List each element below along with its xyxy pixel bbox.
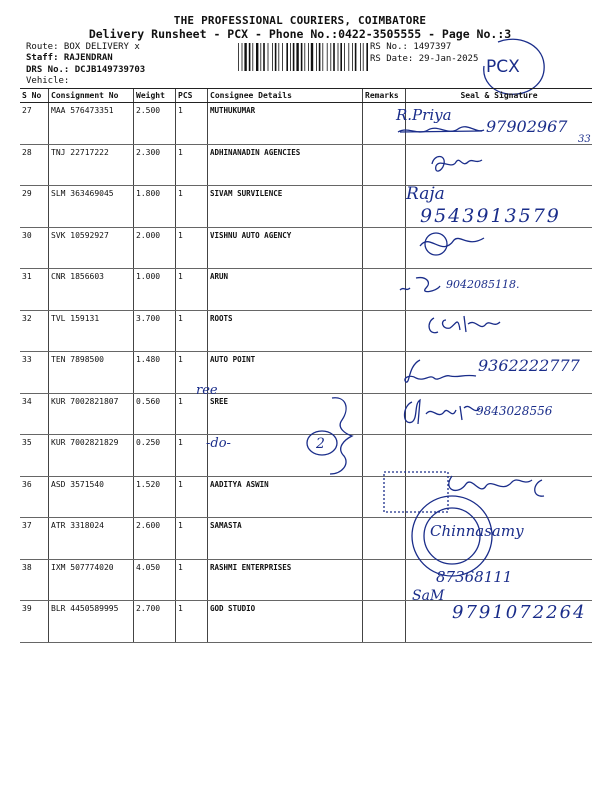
cell-consignee: RASHMI ENTERPRISES (208, 559, 363, 601)
cell-sno: 35 (20, 435, 49, 477)
hw-r34-phone: 9843028556 (476, 404, 553, 418)
cell-sno: 36 (20, 476, 49, 518)
cell-pcs: 1 (176, 186, 208, 228)
cell-consignment: SLM 363469045 (49, 186, 134, 228)
cell-remarks (363, 227, 406, 269)
cell-pcs: 1 (176, 103, 208, 145)
cell-consignment: TEN 7898500 (49, 352, 134, 394)
runsheet-title: Delivery Runsheet - PCX - Phone No.:0422-3505555 - Page No.:3 (88, 27, 512, 41)
cell-consignee: MUTHUKUMAR (208, 103, 363, 145)
vehicle-label: Vehicle: (26, 76, 70, 86)
hw-r27-scribble (396, 124, 486, 138)
hw-r32-signature (424, 310, 504, 340)
cell-consignee: SAMASTA (208, 518, 363, 560)
col-weight: Weight (134, 89, 176, 103)
company-name: THE PROFESSIONAL COURIERS, COIMBATORE (173, 14, 427, 27)
cell-sno: 27 (20, 103, 49, 145)
col-sno: S No (20, 89, 49, 103)
cell-weight: 1.000 (134, 269, 176, 311)
cell-weight: 2.000 (134, 227, 176, 269)
svg-text:2: 2 (316, 436, 325, 452)
hw-r29-phone: 9543913579 (420, 205, 561, 227)
hw-r27-phone-cont: 33 (578, 134, 591, 145)
hw-r38-phone: 87368111 (436, 568, 513, 586)
cell-pcs: 1 (176, 352, 208, 394)
table-row (20, 310, 592, 352)
col-signature: Seal & Signature (406, 89, 593, 103)
cell-remarks (363, 186, 406, 228)
hw-r27-phone: 97902967 (486, 117, 568, 136)
cell-consignment: IXM 507774020 (49, 559, 134, 601)
cell-sno: 34 (20, 393, 49, 435)
hw-r35-circle (304, 428, 340, 458)
cell-sno: 31 (20, 269, 49, 311)
cell-pcs: 1 (176, 601, 208, 643)
hw-r31-signature (396, 272, 446, 298)
pcx-stamp-text: PCX (486, 57, 520, 77)
cell-pcs: 1 (176, 310, 208, 352)
cell-remarks (363, 601, 406, 643)
cell-weight: 2.500 (134, 103, 176, 145)
hw-r35-ditto: -do- (206, 436, 231, 451)
cell-consignment: KUR 7002821829 (49, 435, 134, 477)
hw-r29-name: Raja (406, 184, 445, 204)
cell-pcs: 1 (176, 518, 208, 560)
cell-consignee: SREE (208, 393, 363, 435)
cell-consignment: ASD 3571540 (49, 476, 134, 518)
cell-consignee: AADITYA ASWIN (208, 476, 363, 518)
cell-sno: 32 (20, 310, 49, 352)
cell-consignment: KUR 7002821807 (49, 393, 134, 435)
cell-consignment: CNR 1856603 (49, 269, 134, 311)
rs-date: RS Date: 29-Jan-2025 (370, 54, 479, 64)
hw-r37-name: Chinnasamy (430, 522, 524, 540)
hw-r27-name: R.Priya (396, 106, 452, 124)
hw-r39-name: SaM (412, 588, 445, 604)
cell-sno: 29 (20, 186, 49, 228)
hw-r39-phone: 9791072264 (452, 602, 587, 623)
hw-r30-seal-signature (414, 228, 488, 262)
hw-r28-signature (426, 150, 486, 178)
cell-weight: 3.700 (134, 310, 176, 352)
cell-pcs: 1 (176, 393, 208, 435)
cell-consignee: SIVAM SURVILENCE (208, 186, 363, 228)
cell-weight: 2.600 (134, 518, 176, 560)
cell-consignment: SVK 10592927 (49, 227, 134, 269)
cell-consignment: BLR 4450589995 (49, 601, 134, 643)
cell-pcs: 1 (176, 227, 208, 269)
hw-r33-phone: 9362222777 (478, 356, 580, 375)
cell-sno: 38 (20, 559, 49, 601)
cell-weight: 1.800 (134, 186, 176, 228)
cell-consignment: TVL 159131 (49, 310, 134, 352)
hw-r34-sree: ree (196, 383, 218, 398)
cell-consignee: ROOTS (208, 310, 363, 352)
cell-consignee: ADHINANADIN AGENCIES (208, 144, 363, 186)
cell-weight: 1.520 (134, 476, 176, 518)
cell-weight: 2.700 (134, 601, 176, 643)
cell-consignment: MAA 576473351 (49, 103, 134, 145)
col-consignee: Consignee Details (208, 89, 363, 103)
cell-pcs: 1 (176, 144, 208, 186)
cell-remarks (363, 310, 406, 352)
cell-consignment: ATR 3318024 (49, 518, 134, 560)
cell-sno: 28 (20, 144, 49, 186)
hw-r34-signature (398, 394, 482, 430)
table-row (20, 227, 592, 269)
cell-remarks (363, 144, 406, 186)
route-label: Route: BOX DELIVERY x (26, 42, 140, 52)
drs-number: DRS No.: DCJB149739703 (26, 65, 146, 75)
cell-weight: 0.560 (134, 393, 176, 435)
hw-r33-signature (400, 356, 480, 390)
table-row (20, 144, 592, 186)
cell-consignment: TNJ 22717222 (49, 144, 134, 186)
cell-sno: 39 (20, 601, 49, 643)
rs-number: RS No.: 1497397 (370, 42, 452, 52)
cell-sno: 30 (20, 227, 49, 269)
staff-label: Staff: RAJENDRAN (26, 53, 113, 63)
cell-weight: 4.050 (134, 559, 176, 601)
table-header-row (20, 89, 592, 103)
col-consignment: Consignment No (49, 89, 134, 103)
cell-pcs: 1 (176, 559, 208, 601)
col-remarks: Remarks (363, 89, 406, 103)
cell-weight: 1.480 (134, 352, 176, 394)
cell-pcs: 1 (176, 269, 208, 311)
cell-consignee: VISHNU AUTO AGENCY (208, 227, 363, 269)
cell-weight: 2.300 (134, 144, 176, 186)
cell-consignee: GOD STUDIO (208, 601, 363, 643)
cell-pcs: 1 (176, 435, 208, 477)
cell-consignee: ARUN (208, 269, 363, 311)
cell-pcs: 1 (176, 476, 208, 518)
barcode-image (238, 43, 370, 71)
cell-consignee: AUTO POINT (208, 352, 363, 394)
col-pcs: PCS (176, 89, 208, 103)
hw-r31-phone: 9042085118. (446, 278, 520, 291)
cell-sno: 37 (20, 518, 49, 560)
cell-weight: 0.250 (134, 435, 176, 477)
cell-sno: 33 (20, 352, 49, 394)
